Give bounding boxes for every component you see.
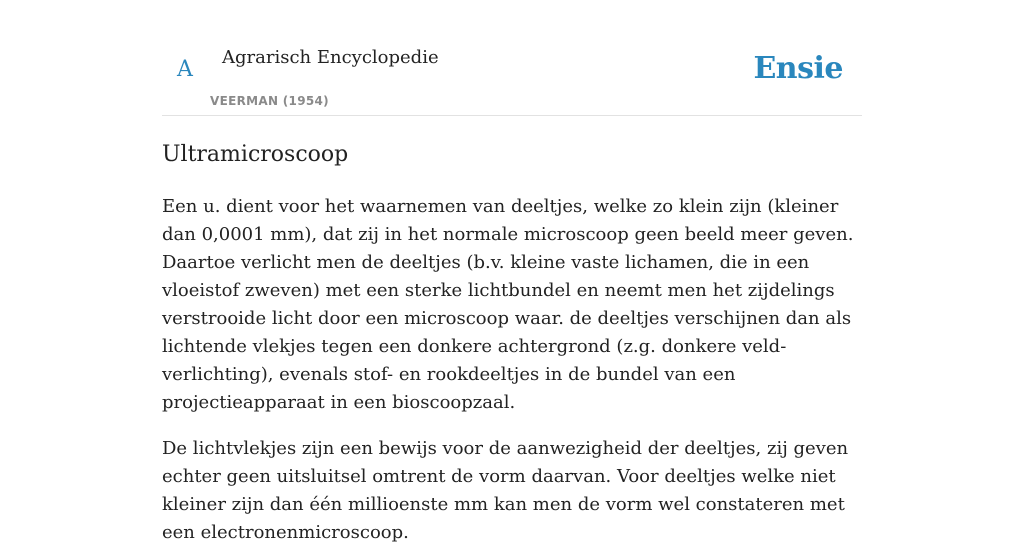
letter-index-link[interactable]: A	[177, 57, 193, 82]
ensie-logo-link[interactable]: Ensie	[753, 51, 843, 86]
article	[162, 138, 864, 547]
encyclopedia-author-year: VEERMAN (1954)	[210, 94, 329, 108]
article-paragraph: De lichtvlekjes zijn een bewijs voor de aanwezigheid der deeltjes, zij geven echter geen uitsluitsel omtrent de vorm daarvan. Voor deeltjes welke niet kleiner zijn dan één millioenste mm kan men de vorm wel constateren met een electronenmicroscoop.	[162, 438, 849, 543]
header	[162, 0, 862, 116]
encyclopedia-title[interactable]: Agrarisch Encyclopedie	[222, 47, 439, 68]
article-title: Ultramicroscoop	[162, 142, 349, 167]
article-paragraph: Een u. dient voor het waarnemen van deeltjes, welke zo klein zijn (kleiner dan 0,0001 mm), dat zij in het normale microscoop geen beeld meer geven. Daartoe verlicht men de deeltjes (b.v. kleine vaste lichamen, die in een vloeistof zweven) met een sterke lichtbundel en neemt men het zijdelings verstrooide licht door een microscoop waar. de deeltjes verschijnen dan als lichtende vlekjes tegen een donkere achtergrond (z.g. donkere veld-verlichting), evenals stof- en rookdeeltjes in de bundel van een projectieapparaat in een bioscoopzaal.	[162, 196, 854, 413]
